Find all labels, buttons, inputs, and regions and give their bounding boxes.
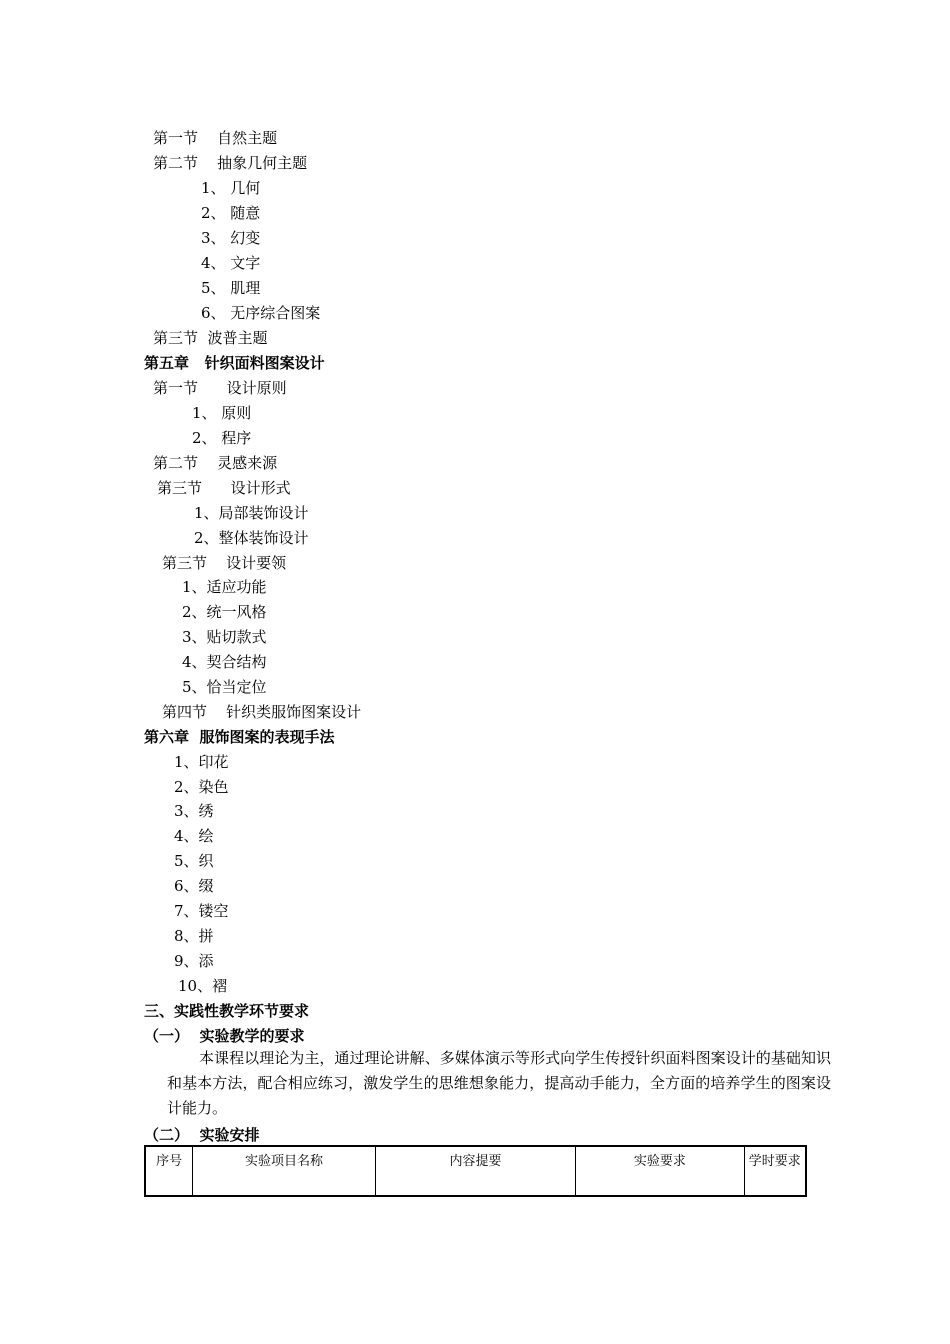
outline-line: 第三节 波普主题 xyxy=(153,329,268,347)
outline-line: 7、镂空 xyxy=(174,902,229,920)
outline-line: 2、整体装饰设计 xyxy=(194,529,309,547)
table-header-cell: 内容提要 xyxy=(375,1146,576,1196)
outline-line: 2、染色 xyxy=(174,778,229,796)
table-header-row xyxy=(145,1146,806,1196)
outline-line: 1、印花 xyxy=(174,753,229,771)
outline-line: 2、 随意 xyxy=(201,204,261,222)
outline-line: 1、适应功能 xyxy=(182,578,267,596)
outline-line: 1、局部装饰设计 xyxy=(194,504,309,522)
chapter-heading: 第五章 针织面料图案设计 xyxy=(144,354,325,372)
outline-line: 第一节 设计原则 xyxy=(153,379,287,397)
table-header-cell: 序号 xyxy=(145,1146,193,1196)
outline-line: 第三节 设计要领 xyxy=(162,554,287,572)
outline-line: 2、统一风格 xyxy=(182,603,267,621)
outline-line: 10、褶 xyxy=(178,977,228,995)
outline-line: 4、 文字 xyxy=(201,254,261,272)
outline-line: 4、绘 xyxy=(174,827,214,845)
outline-line: 5、织 xyxy=(174,852,214,870)
outline-line: 3、贴切款式 xyxy=(182,628,267,646)
experiment-table xyxy=(144,1145,807,1197)
outline-line: 1、 几何 xyxy=(201,179,261,197)
table-header-cell: 实验项目名称 xyxy=(193,1146,375,1196)
outline-line: 5、恰当定位 xyxy=(182,678,267,696)
outline-line: 5、 肌理 xyxy=(201,279,261,297)
subsection-heading: （一） 实验教学的要求 xyxy=(144,1027,305,1045)
outline-line: 第二节 灵感来源 xyxy=(153,454,278,472)
outline-line: 8、拼 xyxy=(174,927,214,945)
outline-line: 4、契合结构 xyxy=(182,653,267,671)
subsection-heading: （二） 实验安排 xyxy=(144,1126,260,1144)
outline-line: 6、 无序综合图案 xyxy=(201,304,321,322)
outline-line: 1、 原则 xyxy=(192,404,252,422)
outline-line: 2、 程序 xyxy=(192,429,252,447)
outline-line: 第一节 自然主题 xyxy=(153,129,278,147)
outline-line: 第二节 抽象几何主题 xyxy=(153,154,308,172)
outline-line: 3、 幻变 xyxy=(201,229,261,247)
outline-line: 3、绣 xyxy=(174,802,214,820)
table-header-cell: 实验要求 xyxy=(576,1146,744,1196)
table-header-cell: 学时要求 xyxy=(744,1146,806,1196)
outline-line: 第三节 设计形式 xyxy=(157,479,291,497)
outline-line: 9、添 xyxy=(174,952,214,970)
body-paragraph: 本课程以理论为主，通过理论讲解、多媒体演示等形式向学生传授针织面料图案设计的基础知识和基本方法，配合相应练习，激发学生的思维想象能力，提高动手能力，全方面的培养学生的图案设计能力。 xyxy=(167,1049,831,1117)
outline-line: 6、缀 xyxy=(174,877,214,895)
section-heading: 三、实践性教学环节要求 xyxy=(144,1002,310,1020)
outline-line: 第四节 针织类服饰图案设计 xyxy=(162,703,362,721)
chapter-heading: 第六章 服饰图案的表现手法 xyxy=(144,728,335,746)
